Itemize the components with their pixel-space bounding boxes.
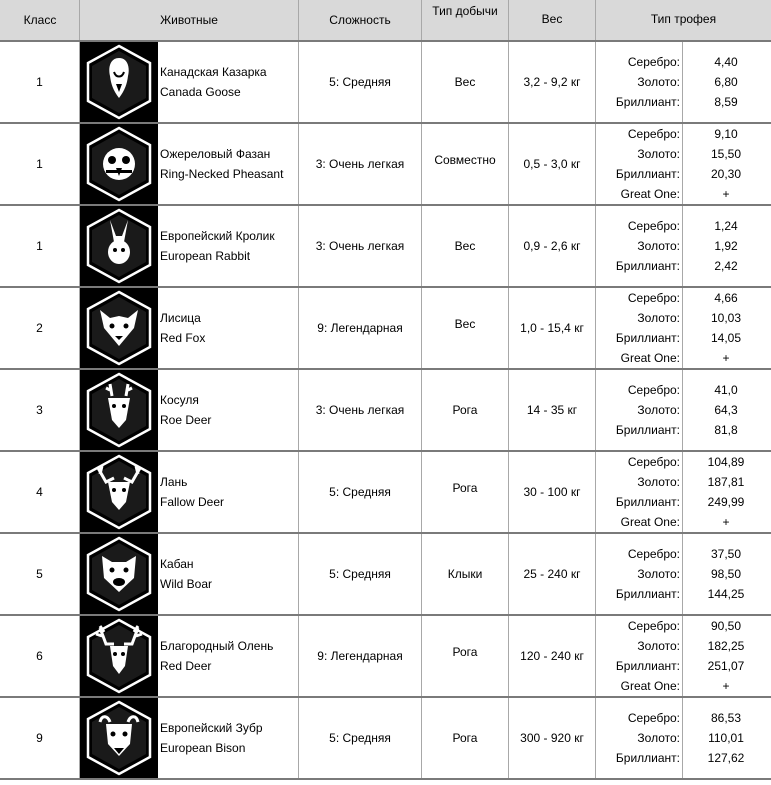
table-row <box>0 206 771 286</box>
trophy-label: Серебро: <box>627 291 680 305</box>
kill-type-cell: Вес <box>454 75 476 89</box>
difficulty-cell: 3: Очень легкая <box>315 403 405 417</box>
animal-name-ru: Кабан <box>160 557 194 571</box>
trophy-label: Золото: <box>637 75 680 89</box>
class-cell: 1 <box>36 75 43 89</box>
animal-name-en: Ring-Necked Pheasant <box>160 167 284 181</box>
animal-name-en: Roe Deer <box>160 413 212 427</box>
trophy-value: 15,50 <box>710 147 742 161</box>
trophy-label: Золото: <box>637 311 680 325</box>
trophy-label: Серебро: <box>627 619 680 633</box>
animal-name-en: Red Deer <box>160 659 212 673</box>
animal-names <box>160 42 267 122</box>
kill-type-cell: Рога <box>452 481 478 495</box>
kill-type-cell: Рога <box>452 403 478 417</box>
trophy-label: Серебро: <box>627 219 680 233</box>
trophy-label: Серебро: <box>627 455 680 469</box>
trophy-value: + <box>722 187 730 201</box>
weight-cell: 30 - 100 кг <box>523 485 581 499</box>
class-cell: 1 <box>36 239 43 253</box>
animal-name-ru: Косуля <box>160 393 199 407</box>
canada-goose-icon <box>80 42 158 122</box>
kill-type-cell: Совместно <box>434 153 496 167</box>
table-row <box>0 124 771 204</box>
fallow-deer-icon <box>80 452 158 532</box>
difficulty-cell: 5: Средняя <box>329 485 391 499</box>
trophy-value: 104,89 <box>707 455 745 469</box>
header-class: Класс <box>23 12 57 27</box>
trophy-value: 144,25 <box>707 587 745 601</box>
animal-name-en: European Rabbit <box>160 249 251 263</box>
animal-names <box>160 698 263 778</box>
class-cell: 3 <box>36 403 43 417</box>
kill-type-cell: Клыки <box>447 567 483 581</box>
trophy-label: Бриллиант: <box>615 259 680 273</box>
table-header <box>0 0 771 41</box>
weight-cell: 0,9 - 2,6 кг <box>523 239 581 253</box>
trophy-label: Золото: <box>637 147 680 161</box>
trophy-value: 6,80 <box>714 75 738 89</box>
trophy-value: 9,10 <box>714 127 738 141</box>
trophy-value: + <box>722 351 730 365</box>
class-cell: 5 <box>36 567 43 581</box>
header-trophy: Тип трофея <box>650 12 717 26</box>
trophy-value: 8,59 <box>714 95 738 109</box>
animal-name-ru: Лань <box>160 475 188 489</box>
class-cell: 2 <box>36 321 43 335</box>
difficulty-cell: 5: Средняя <box>329 731 391 745</box>
trophy-label: Бриллиант: <box>615 167 680 181</box>
trophy-label: Great One: <box>620 679 680 693</box>
trophy-value: + <box>722 515 730 529</box>
trophy-value: 4,66 <box>714 291 738 305</box>
header-difficulty: Сложность <box>329 12 391 27</box>
trophy-value: 64,3 <box>714 403 738 417</box>
trophy-label: Серебро: <box>627 55 680 69</box>
trophy-value: 127,62 <box>707 751 745 765</box>
trophy-value: 10,03 <box>710 311 742 325</box>
trophy-value: 187,81 <box>707 475 745 489</box>
row-divider <box>0 778 771 780</box>
weight-cell: 25 - 240 кг <box>523 567 581 581</box>
fox-icon <box>80 288 158 368</box>
difficulty-cell: 3: Очень легкая <box>315 239 405 253</box>
trophy-value: 90,50 <box>710 619 742 633</box>
trophy-value: 86,53 <box>710 711 742 725</box>
pheasant-icon <box>80 124 158 204</box>
difficulty-cell: 9: Легендарная <box>317 321 403 335</box>
table-row <box>0 288 771 368</box>
animal-names <box>160 124 283 204</box>
header-kill-type: Тип добычи <box>432 4 498 18</box>
animal-name-ru: Ожереловый Фазан <box>160 147 271 161</box>
trophy-label: Серебро: <box>627 711 680 725</box>
animal-name-en: Red Fox <box>160 331 206 345</box>
animal-names <box>160 534 212 614</box>
animal-name-en: Canada Goose <box>160 85 241 99</box>
trophy-value: 81,8 <box>714 423 738 437</box>
difficulty-cell: 5: Средняя <box>329 75 391 89</box>
trophy-label: Great One: <box>620 187 680 201</box>
trophy-label: Серебро: <box>627 547 680 561</box>
trophy-label: Great One: <box>620 351 680 365</box>
wild-boar-icon <box>80 534 158 614</box>
class-cell: 9 <box>36 731 43 745</box>
trophy-value: 37,50 <box>710 547 742 561</box>
animal-names <box>160 616 273 696</box>
trophy-value: 1,92 <box>714 239 738 253</box>
animal-names <box>160 452 224 532</box>
trophy-value: 4,40 <box>714 55 738 69</box>
roe-deer-icon <box>80 370 158 450</box>
table-row <box>0 370 771 450</box>
header-animals: Животные <box>160 12 218 27</box>
trophy-value: + <box>722 679 730 693</box>
animal-names <box>160 288 205 368</box>
difficulty-cell: 9: Легендарная <box>317 649 403 663</box>
trophy-label: Бриллиант: <box>615 751 680 765</box>
animal-name-en: European Bison <box>160 741 246 755</box>
red-deer-icon <box>80 616 158 696</box>
trophy-value: 2,42 <box>714 259 738 273</box>
trophy-label: Серебро: <box>627 383 680 397</box>
animal-names <box>160 370 211 450</box>
trophy-label: Золото: <box>637 403 680 417</box>
difficulty-cell: 5: Средняя <box>329 567 391 581</box>
animal-name-en: Wild Boar <box>160 577 213 591</box>
trophy-label: Золото: <box>637 639 680 653</box>
weight-cell: 1,0 - 15,4 кг <box>520 321 584 335</box>
trophy-value: 41,0 <box>714 383 738 397</box>
trophy-label: Бриллиант: <box>615 495 680 509</box>
weight-cell: 300 - 920 кг <box>520 731 584 745</box>
weight-cell: 14 - 35 кг <box>526 403 578 417</box>
weight-cell: 120 - 240 кг <box>520 649 584 663</box>
trophy-label: Золото: <box>637 475 680 489</box>
kill-type-cell: Рога <box>452 731 478 745</box>
trophy-label: Бриллиант: <box>615 587 680 601</box>
table-row <box>0 534 771 614</box>
class-cell: 6 <box>36 649 43 663</box>
trophy-value: 98,50 <box>710 567 742 581</box>
animal-name-ru: Европейский Кролик <box>160 229 275 243</box>
trophy-label: Золото: <box>637 239 680 253</box>
table-row <box>0 42 771 122</box>
animal-name-ru: Европейский Зубр <box>160 721 263 735</box>
trophy-label: Серебро: <box>627 127 680 141</box>
bison-icon <box>80 698 158 778</box>
weight-cell: 3,2 - 9,2 кг <box>523 75 581 89</box>
header-weight: Вес <box>541 12 563 26</box>
trophy-value: 1,24 <box>714 219 738 233</box>
trophy-label: Бриллиант: <box>615 659 680 673</box>
rabbit-icon <box>80 206 158 286</box>
trophy-label: Золото: <box>637 731 680 745</box>
kill-type-cell: Вес <box>454 317 476 331</box>
trophy-value: 14,05 <box>710 331 742 345</box>
trophy-label: Бриллиант: <box>615 423 680 437</box>
animal-name-en: Fallow Deer <box>160 495 225 509</box>
trophy-value: 251,07 <box>707 659 745 673</box>
kill-type-cell: Рога <box>452 645 478 659</box>
trophy-label: Золото: <box>637 567 680 581</box>
animal-name-ru: Благородный Олень <box>160 639 274 653</box>
kill-type-cell: Вес <box>454 239 476 253</box>
animal-names <box>160 206 275 286</box>
animal-name-ru: Канадская Казарка <box>160 65 267 79</box>
animal-name-ru: Лисица <box>160 311 201 325</box>
weight-cell: 0,5 - 3,0 кг <box>523 157 581 171</box>
trophy-value: 110,01 <box>708 731 744 745</box>
difficulty-cell: 3: Очень легкая <box>315 157 405 171</box>
class-cell: 4 <box>36 485 43 499</box>
trophy-value: 182,25 <box>707 639 745 653</box>
table-row <box>0 452 771 532</box>
trophy-label: Great One: <box>620 515 680 529</box>
class-cell: 1 <box>36 157 43 171</box>
trophy-value: 249,99 <box>707 495 745 509</box>
trophy-label: Бриллиант: <box>615 331 680 345</box>
table-row <box>0 616 771 696</box>
trophy-value: 20,30 <box>710 167 742 181</box>
trophy-label: Бриллиант: <box>615 95 680 109</box>
table-row <box>0 698 771 778</box>
